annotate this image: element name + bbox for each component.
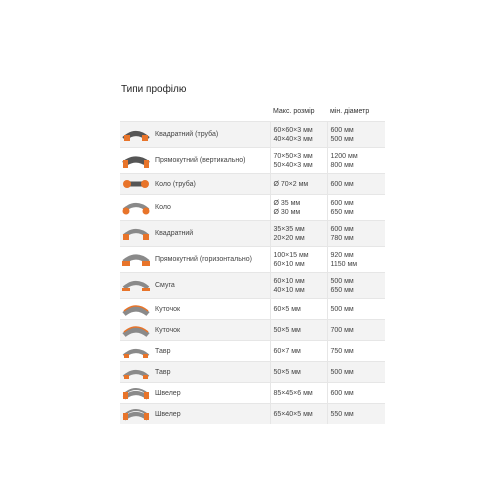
table-row [120,341,385,362]
square-tube-profile-icon [120,122,152,148]
table-row [120,320,385,341]
channel-profile-icon [120,383,152,404]
max-size-value: 50×40×3 мм [273,161,313,169]
profile-name: Швелер [152,404,270,425]
max-size-cell [270,341,327,362]
table-row [120,273,385,299]
min-diameter-value: 800 мм [330,161,354,169]
max-size-value: 100×15 мм [273,251,309,259]
min-diameter-value: 1150 мм [330,260,358,268]
max-size-value: 40×40×3 мм [273,135,313,143]
max-size-value: Ø 30 мм [273,208,301,216]
min-diameter-value: 650 мм [330,208,354,216]
max-size-value: Ø 35 мм [273,199,301,207]
angle-inverted-profile-icon [120,320,152,341]
max-size-cell [270,404,327,425]
min-diameter-value: 1200 мм [330,152,358,160]
table-row [120,362,385,383]
min-diameter-cell [327,122,385,148]
max-size-cell [270,221,327,247]
table-row [120,221,385,247]
min-diameter-cell [327,362,385,383]
profile-name: Квадратний (труба) [152,122,270,148]
min-diameter-cell [327,195,385,221]
angle-profile-icon [120,299,152,320]
table-row [120,383,385,404]
max-size-value: 60×7 мм [273,347,301,355]
table-row [120,148,385,174]
rect-bar-horizontal-profile-icon [120,247,152,273]
min-diameter-value: 700 мм [330,326,354,334]
max-size-value: 85×45×6 мм [273,389,313,397]
min-diameter-value: 750 мм [330,347,354,355]
min-diameter-value: 600 мм [330,180,354,188]
min-diameter-value: 780 мм [330,234,354,242]
table-header-row [120,101,385,122]
max-size-cell [270,362,327,383]
min-diameter-value: 500 мм [330,277,354,285]
header-name [152,101,270,122]
profile-name: Куточок [152,299,270,320]
profile-name: Коло (труба) [152,174,270,195]
max-size-value: 50×5 мм [273,326,301,334]
min-diameter-cell [327,174,385,195]
max-size-value: 70×50×3 мм [273,152,313,160]
header-max-size: Макс. розмір [273,107,315,115]
max-size-cell [270,383,327,404]
table-row [120,247,385,273]
round-bar-profile-icon [120,195,152,221]
max-size-value: 40×10 мм [273,286,305,294]
channel-inverted-profile-icon [120,404,152,425]
max-size-cell [270,122,327,148]
table-row [120,195,385,221]
max-size-value: 65×40×5 мм [273,410,313,418]
min-diameter-value: 500 мм [330,135,354,143]
profile-name: Куточок [152,320,270,341]
table-row [120,404,385,425]
max-size-cell [270,148,327,174]
profile-name: Швелер [152,383,270,404]
min-diameter-value: 600 мм [330,389,354,397]
profile-types-table [120,101,385,424]
max-size-cell [270,273,327,299]
min-diameter-value: 600 мм [330,225,354,233]
profile-name: Квадратний [152,221,270,247]
max-size-value: 20×20 мм [273,234,305,242]
max-size-cell [270,174,327,195]
min-diameter-cell [327,299,385,320]
table-row [120,122,385,148]
min-diameter-cell [327,148,385,174]
header-min-diameter: мін. діаметр [330,107,370,115]
max-size-cell [270,320,327,341]
max-size-value: Ø 70×2 мм [273,180,309,188]
square-bar-profile-icon [120,221,152,247]
t-beam-profile-icon [120,341,152,362]
header-icon [120,101,152,122]
max-size-value: 60×60×3 мм [273,126,313,134]
min-diameter-value: 500 мм [330,368,354,376]
min-diameter-cell [327,341,385,362]
min-diameter-value: 600 мм [330,199,354,207]
profile-name: Тавр [152,341,270,362]
table-row [120,174,385,195]
round-tube-profile-icon [120,174,152,195]
table-row [120,299,385,320]
max-size-value: 60×10 мм [273,277,305,285]
section-title: Типи профілю [121,84,187,95]
min-diameter-value: 920 мм [330,251,354,259]
min-diameter-value: 600 мм [330,126,354,134]
max-size-value: 60×10 мм [273,260,305,268]
min-diameter-value: 650 мм [330,286,354,294]
max-size-value: 50×5 мм [273,368,301,376]
profile-name: Смуга [152,273,270,299]
min-diameter-cell [327,404,385,425]
min-diameter-cell [327,383,385,404]
min-diameter-cell [327,221,385,247]
max-size-cell [270,247,327,273]
max-size-value: 35×35 мм [273,225,305,233]
max-size-cell [270,299,327,320]
min-diameter-cell [327,320,385,341]
min-diameter-cell [327,247,385,273]
profile-name: Коло [152,195,270,221]
min-diameter-value: 500 мм [330,305,354,313]
min-diameter-value: 550 мм [330,410,354,418]
min-diameter-cell [327,273,385,299]
flat-bar-profile-icon [120,273,152,299]
profile-name: Прямокутний (горизонтально) [152,247,270,273]
profile-name: Прямокутний (вертикально) [152,148,270,174]
max-size-value: 60×5 мм [273,305,301,313]
rect-tube-vertical-profile-icon [120,148,152,174]
profile-name: Тавр [152,362,270,383]
max-size-cell [270,195,327,221]
t-beam-inverted-profile-icon [120,362,152,383]
